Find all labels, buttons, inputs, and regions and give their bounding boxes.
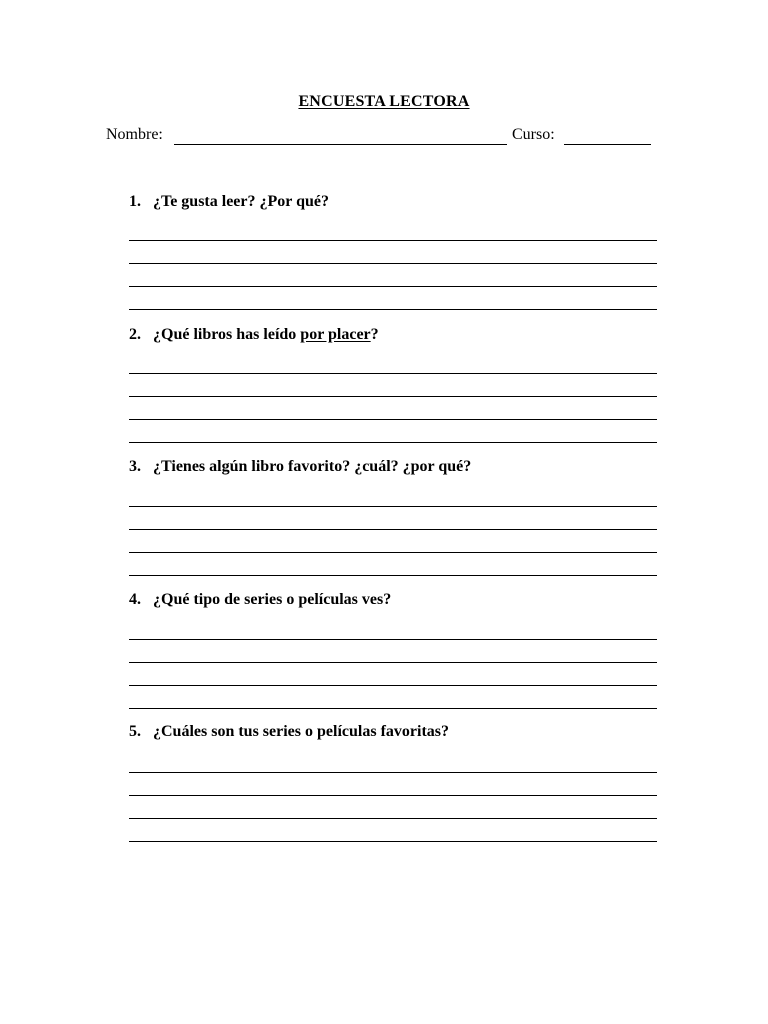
- answer-line-q2-1[interactable]: [129, 373, 657, 374]
- answer-line-q3-1[interactable]: [129, 506, 657, 507]
- question-number: 4.: [129, 591, 141, 608]
- name-label: Nombre:: [106, 126, 163, 143]
- question-number: 3.: [129, 458, 141, 475]
- course-field[interactable]: [564, 144, 651, 145]
- answer-line-q1-4[interactable]: [129, 309, 657, 310]
- answer-line-q3-4[interactable]: [129, 575, 657, 576]
- answer-line-q4-3[interactable]: [129, 685, 657, 686]
- question-text: ¿Qué tipo de series o películas ves?: [153, 591, 392, 608]
- answer-line-q5-2[interactable]: [129, 795, 657, 796]
- question-3: [129, 458, 471, 476]
- page-title: ENCUESTA LECTORA: [298, 93, 470, 110]
- answer-line-q1-2[interactable]: [129, 263, 657, 264]
- question-number: 5.: [129, 723, 141, 740]
- course-label: Curso:: [512, 126, 555, 143]
- answer-line-q3-2[interactable]: [129, 529, 657, 530]
- answer-line-q5-4[interactable]: [129, 841, 657, 842]
- answer-line-q2-3[interactable]: [129, 419, 657, 420]
- question-text: ¿Te gusta leer? ¿Por qué?: [153, 193, 329, 210]
- question-number: 2.: [129, 326, 141, 343]
- answer-line-q5-1[interactable]: [129, 772, 657, 773]
- answer-line-q1-3[interactable]: [129, 286, 657, 287]
- answer-line-q1-1[interactable]: [129, 240, 657, 241]
- name-field[interactable]: [174, 144, 507, 145]
- answer-line-q5-3[interactable]: [129, 818, 657, 819]
- answer-line-q4-4[interactable]: [129, 708, 657, 709]
- question-text: ¿Tienes algún libro favorito? ¿cuál? ¿por qué?: [153, 458, 472, 475]
- question-4: [129, 591, 391, 609]
- answer-line-q4-2[interactable]: [129, 662, 657, 663]
- question-1: [129, 193, 329, 211]
- question-5: [129, 723, 449, 741]
- question-text: ¿Cuáles son tus series o películas favoritas?: [153, 723, 449, 740]
- answer-line-q2-2[interactable]: [129, 396, 657, 397]
- question-text-end: ?: [370, 326, 379, 343]
- question-text-emphasis: por placer: [300, 326, 371, 343]
- question-text: ¿Qué libros has leído: [153, 326, 301, 343]
- header-row: [106, 126, 666, 148]
- question-number: 1.: [129, 193, 141, 210]
- answer-line-q4-1[interactable]: [129, 639, 657, 640]
- question-2: [129, 326, 379, 344]
- answer-line-q2-4[interactable]: [129, 442, 657, 443]
- answer-line-q3-3[interactable]: [129, 552, 657, 553]
